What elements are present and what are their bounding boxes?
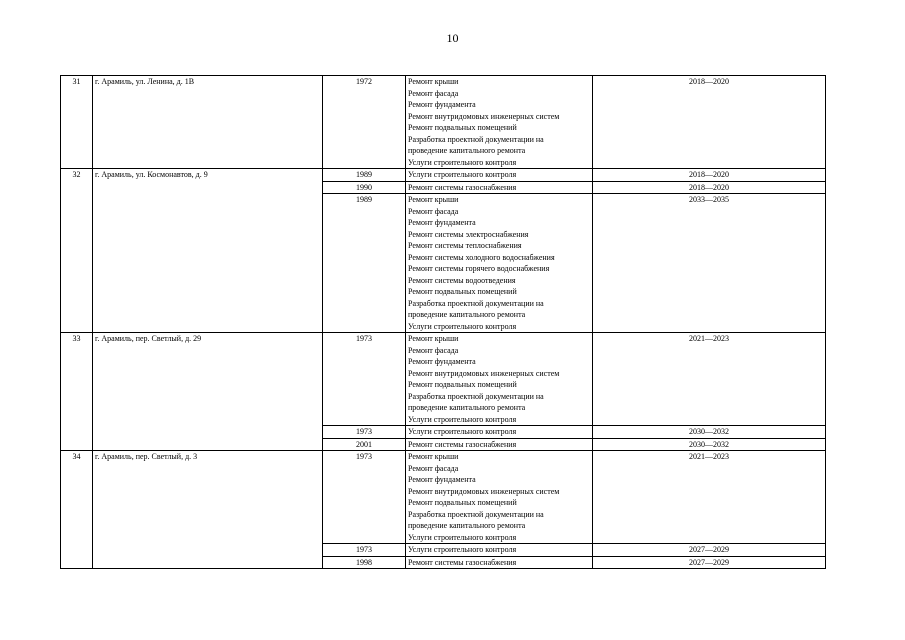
year-cell: 1998 [323,556,406,569]
table-row [61,451,826,544]
period-cell: 2018—2020 [593,181,826,194]
address-cell: г. Арамиль, пер. Светлый, д. 3 [93,451,323,569]
work-item: Ремонт крыши [408,195,459,204]
row-number-cell: 33 [61,333,93,451]
work-item: проведение капитального ремонта [408,521,526,530]
work-item: Ремонт системы теплоснабжения [408,241,522,250]
work-item: Ремонт системы водоотведения [408,275,516,285]
works-cell [406,169,593,182]
row-number-cell: 32 [61,169,93,333]
table-row [61,333,826,426]
work-item: Ремонт подвальных помещений [408,123,517,132]
year-cell: 2001 [323,438,406,451]
period-cell: 2030—2032 [593,426,826,439]
works-cell [406,76,593,169]
work-item: проведение капитального ремонта [408,310,526,319]
year-cell: 1972 [323,76,406,169]
work-item: проведение капитального ремонта [408,403,526,412]
work-item: Ремонт системы электроснабжения [408,229,529,239]
year-cell: 1990 [323,181,406,194]
work-item: Услуги строительного контроля [408,157,517,167]
works-cell [406,181,593,194]
row-number-cell: 34 [61,451,93,569]
works-cell [406,556,593,569]
period-cell: 2018—2020 [593,169,826,182]
year-cell: 1973 [323,544,406,557]
work-item: Ремонт системы газоснабжения [408,439,517,449]
work-item: Ремонт фасада [408,88,459,98]
work-item: проведение капитального ремонта [408,146,526,155]
address-cell: г. Арамиль, ул. Космонавтов, д. 9 [93,169,323,333]
period-cell: 2021—2023 [593,333,826,426]
works-cell [406,333,593,426]
work-item: Ремонт внутридомовых инженерных систем [408,111,560,121]
work-item: Услуги строительного контроля [408,532,517,542]
period-cell: 2027—2029 [593,544,826,557]
works-cell [406,426,593,439]
work-item: Разработка проектной документации на [408,134,544,144]
work-item: Ремонт крыши [408,334,459,343]
year-cell: 1989 [323,194,406,333]
work-item: Ремонт подвальных помещений [408,287,517,296]
work-item: Ремонт фасада [408,345,459,355]
address-cell: г. Арамиль, пер. Светлый, д. 29 [93,333,323,451]
work-item: Услуги строительного контроля [408,321,517,331]
year-cell: 1973 [323,333,406,426]
work-item: Ремонт фасада [408,463,459,473]
period-cell: 2030—2032 [593,438,826,451]
work-item: Ремонт фундамента [408,100,476,109]
work-item: Ремонт фундамента [408,357,476,366]
work-item: Ремонт системы холодного водоснабжения [408,252,555,262]
page-number: 10 [446,31,459,45]
work-item: Ремонт фундамента [408,218,476,227]
work-item: Ремонт крыши [408,452,459,461]
work-item: Услуги строительного контроля [408,170,517,179]
address-cell: г. Арамиль, ул. Ленина, д. 1В [93,76,323,169]
period-cell: 2033—2035 [593,194,826,333]
work-item: Ремонт системы газоснабжения [408,557,517,567]
work-item: Ремонт крыши [408,77,459,86]
work-item: Ремонт фасада [408,206,459,216]
year-cell: 1989 [323,169,406,182]
work-item: Ремонт подвальных помещений [408,380,517,389]
period-cell: 2018—2020 [593,76,826,169]
work-item: Разработка проектной документации на [408,509,544,519]
work-item: Разработка проектной документации на [408,298,544,308]
work-item: Ремонт внутридомовых инженерных систем [408,368,560,378]
table-row [61,76,826,169]
work-item: Ремонт внутридомовых инженерных систем [408,486,560,496]
work-item: Разработка проектной документации на [408,391,544,401]
work-item: Услуги строительного контроля [408,427,517,436]
period-cell: 2021—2023 [593,451,826,544]
row-number-cell: 31 [61,76,93,169]
work-item: Ремонт системы горячего водоснабжения [408,264,550,273]
period-cell: 2027—2029 [593,556,826,569]
work-item: Ремонт подвальных помещений [408,498,517,507]
works-cell [406,544,593,557]
work-item: Ремонт фундамента [408,475,476,484]
work-item: Ремонт системы газоснабжения [408,182,517,192]
table-body [61,76,826,569]
housing-register-table [60,75,826,569]
works-cell [406,438,593,451]
work-item: Услуги строительного контроля [408,414,517,424]
works-cell [406,194,593,333]
table-row [61,169,826,182]
year-cell: 1973 [323,451,406,544]
year-cell: 1973 [323,426,406,439]
works-cell [406,451,593,544]
work-item: Услуги строительного контроля [408,545,517,554]
